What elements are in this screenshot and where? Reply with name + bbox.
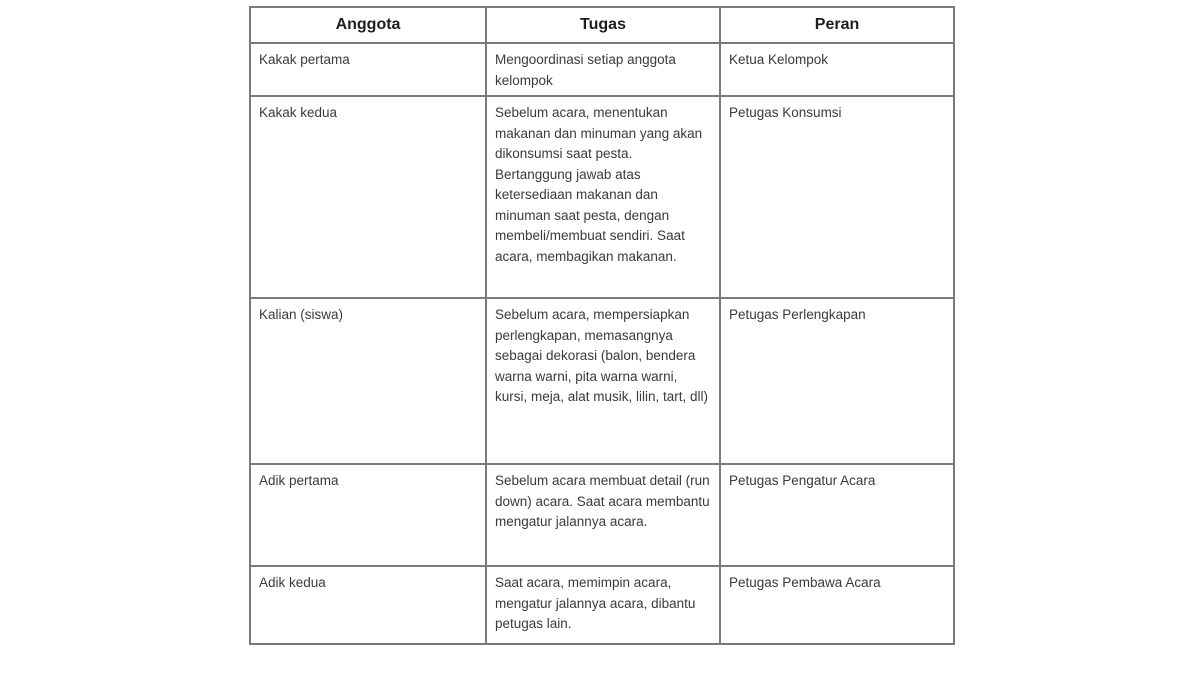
table-row — [250, 566, 954, 644]
table-header-row — [250, 7, 954, 43]
cell-anggota: Adik pertama — [250, 464, 486, 566]
header-peran: Peran — [720, 7, 954, 43]
cell-tugas: Sebelum acara membuat detail (run down) acara. Saat acara membantu mengatur jalannya acara. — [486, 464, 720, 566]
table-row — [250, 96, 954, 298]
cell-tugas: Sebelum acara, mempersiapkan perlengkapan, memasangnya sebagai dekorasi (balon, bendera warna warni, pita warna warni, kursi, meja, alat musik, lilin, tart, dll) — [486, 298, 720, 464]
cell-peran: Petugas Konsumsi — [720, 96, 954, 298]
table-row — [250, 298, 954, 464]
header-anggota: Anggota — [250, 7, 486, 43]
cell-peran: Petugas Pembawa Acara — [720, 566, 954, 644]
table-row — [250, 43, 954, 96]
role-table-container — [249, 6, 953, 645]
cell-peran: Petugas Perlengkapan — [720, 298, 954, 464]
cell-anggota: Kalian (siswa) — [250, 298, 486, 464]
cell-peran: Ketua Kelompok — [720, 43, 954, 96]
header-tugas: Tugas — [486, 7, 720, 43]
cell-tugas: Saat acara, memimpin acara, mengatur jalannya acara, dibantu petugas lain. — [486, 566, 720, 644]
table-row — [250, 464, 954, 566]
cell-peran: Petugas Pengatur Acara — [720, 464, 954, 566]
role-table — [249, 6, 955, 645]
cell-tugas: Sebelum acara, menentukan makanan dan minuman yang akan dikonsumsi saat pesta. Bertanggung jawab atas ketersediaan makanan dan minuman saat pesta, dengan membeli/membuat sendiri. Saat acara, membagikan makanan. — [486, 96, 720, 298]
cell-tugas: Mengoordinasi setiap anggota kelompok — [486, 43, 720, 96]
cell-anggota: Adik kedua — [250, 566, 486, 644]
cell-anggota: Kakak kedua — [250, 96, 486, 298]
cell-anggota: Kakak pertama — [250, 43, 486, 96]
